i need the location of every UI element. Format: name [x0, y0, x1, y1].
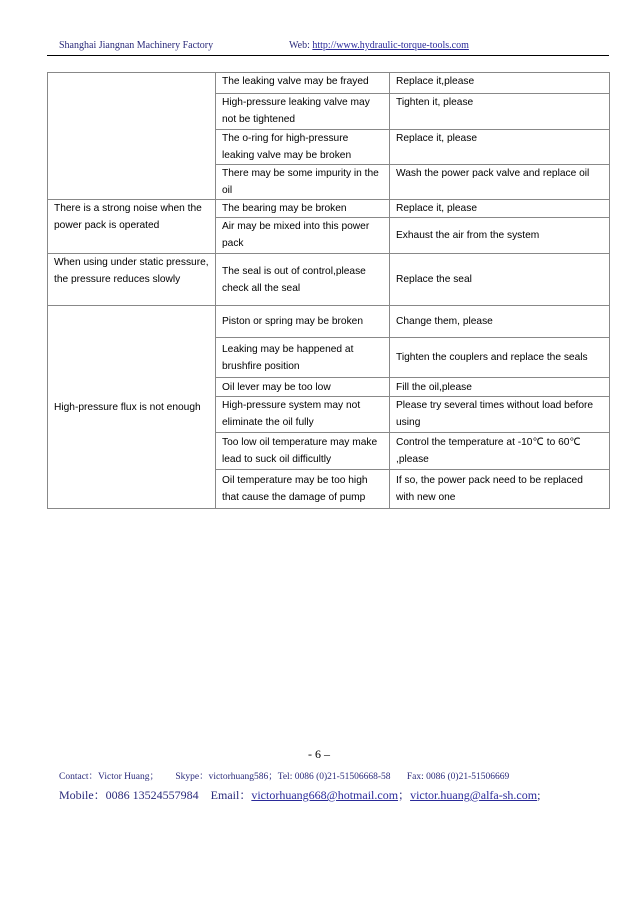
problem-cell: There is a strong noise when the power pack is operated: [48, 200, 216, 254]
table-row: [48, 254, 610, 306]
skype-tel: Skype：victorhuang586；Tel: 0086 (0)21-51506668-58: [175, 772, 391, 782]
fix-cell: Fill the oil,please: [390, 378, 610, 397]
cause-cell: The leaking valve may be frayed: [216, 73, 390, 94]
email-link-1[interactable]: victorhuang668@hotmail.com: [251, 788, 399, 802]
page-header: [0, 0, 638, 70]
troubleshooting-table: [47, 72, 610, 509]
email-link-2[interactable]: victor.huang@alfa-sh.com: [410, 788, 538, 802]
contact-line: [59, 768, 523, 782]
fix-cell: Tighten it, please: [390, 94, 610, 130]
cause-cell: Air may be mixed into this power pack: [216, 218, 390, 254]
website: [289, 40, 469, 51]
table-row: [48, 200, 610, 218]
cause-cell: High-pressure system may not eliminate the oil fully: [216, 397, 390, 433]
web-label: Web:: [289, 40, 310, 51]
cause-cell: There may be some impurity in the oil: [216, 165, 390, 200]
cause-cell: Leaking may be happened at brushfire position: [216, 338, 390, 378]
table-row: [48, 73, 610, 94]
fix-cell: Change them, please: [390, 306, 610, 338]
fix-cell: Replace it, please: [390, 130, 610, 165]
problem-cell: When using under static pressure, the pressure reduces slowly: [48, 254, 216, 306]
fix-cell: Replace the seal: [390, 254, 610, 306]
cause-cell: The seal is out of control,please check all the seal: [216, 254, 390, 306]
fix-cell: Exhaust the air from the system: [390, 218, 610, 254]
problem-cell: [48, 73, 216, 200]
header-rule: [47, 55, 609, 56]
fix-cell: Control the temperature at -10℃ to 60℃ ,please: [390, 433, 610, 470]
problem-cell: High-pressure flux is not enough: [48, 306, 216, 509]
contact-name: Contact：Victor Huang；: [59, 772, 159, 782]
email-label: Email：: [210, 788, 252, 802]
cause-cell: The o-ring for high-pressure leaking valve may be broken: [216, 130, 390, 165]
fix-cell: If so, the power pack need to be replaced with new one: [390, 470, 610, 509]
mobile: Mobile：0086 13524557984: [59, 788, 199, 802]
cause-cell: Too low oil temperature may make lead to suck oil difficultly: [216, 433, 390, 470]
cause-cell: The bearing may be broken: [216, 200, 390, 218]
cause-cell: High-pressure leaking valve may not be tightened: [216, 94, 390, 130]
cause-cell: Oil lever may be too low: [216, 378, 390, 397]
page-number: - 6 –: [308, 747, 330, 761]
fix-cell: Please try several times without load before using: [390, 397, 610, 433]
email-separator: ；: [398, 788, 411, 802]
company-name: Shanghai Jiangnan Machinery Factory: [59, 40, 214, 51]
fax: Fax: 0086 (0)21-51506669: [406, 772, 510, 782]
fix-cell: Tighten the couplers and replace the seals: [390, 338, 610, 378]
fix-cell: Replace it, please: [390, 200, 610, 218]
fix-cell: Replace it,please: [390, 73, 610, 94]
cause-cell: Piston or spring may be broken: [216, 306, 390, 338]
line-end: ;: [537, 788, 541, 802]
table-row: [48, 306, 610, 338]
mobile-email-line: [59, 786, 540, 803]
website-link[interactable]: http://www.hydraulic-torque-tools.com: [312, 40, 469, 51]
fix-cell: Wash the power pack valve and replace oil: [390, 165, 610, 200]
cause-cell: Oil temperature may be too high that cause the damage of pump: [216, 470, 390, 509]
